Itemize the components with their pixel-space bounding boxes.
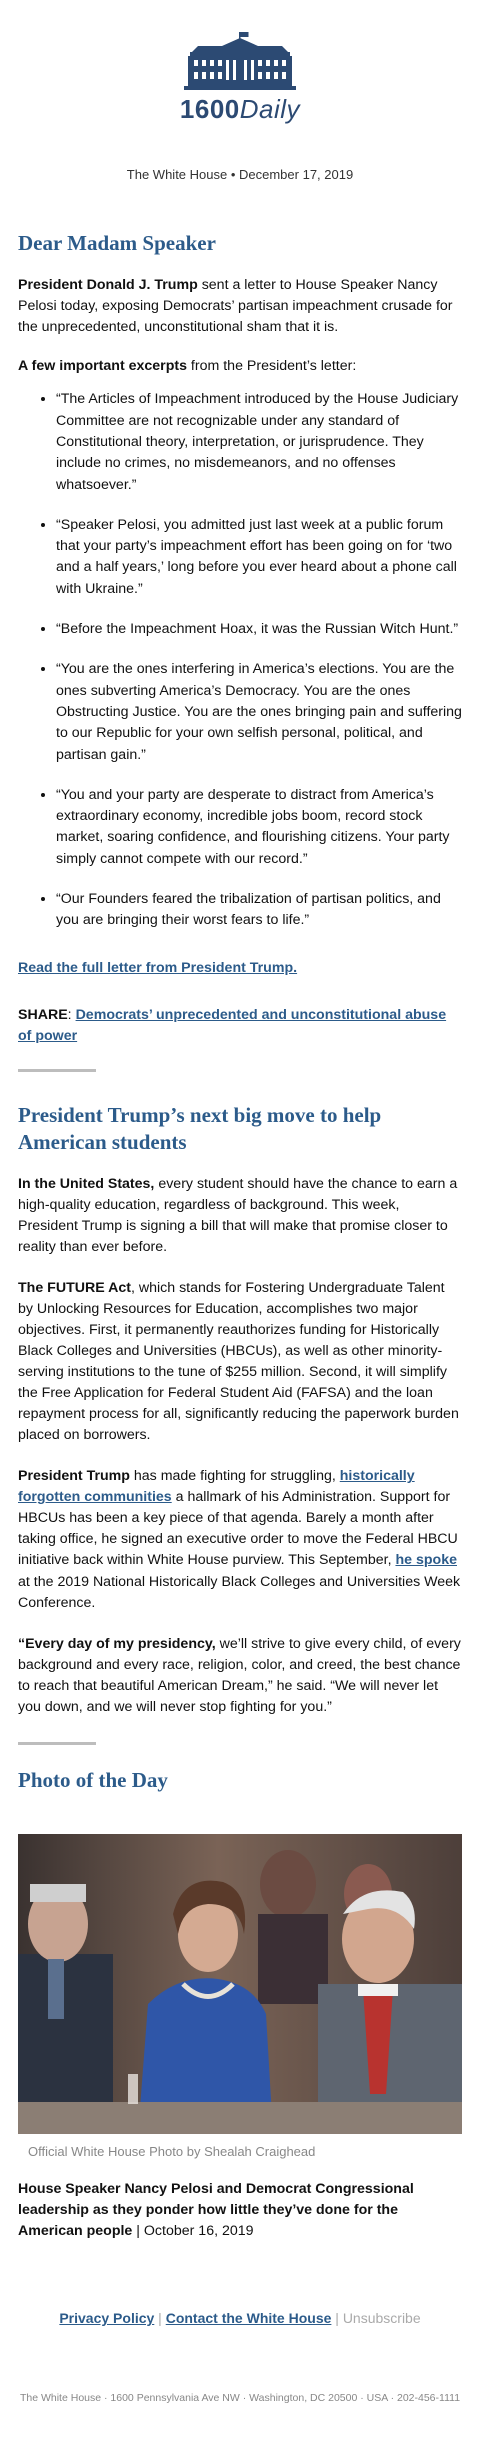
students-p1-bold: In the United States, [18, 1176, 155, 1193]
excerpts-text: from the President’s letter: [186, 358, 357, 375]
photo-title: Photo of the Day [18, 1767, 168, 1792]
quote-list [18, 389, 462, 931]
quote-item: • “The Articles of Impeachment introduced by the House Judiciary Committee are not recognizable under any standard of Constitutional theory, interpretation, or jurisprudence. They include no crimes, no misdemeanors, and no offenses whatsoever.” [56, 389, 462, 495]
students-p3-text-a: has made fighting for struggling, [129, 1468, 340, 1485]
photo-caption: Official White House Photo by Shealah Craighead [28, 2143, 316, 2159]
photo-description [18, 2179, 462, 2242]
dateline: The White House • December 17, 2019 [126, 167, 354, 182]
share-sep: : [67, 1006, 76, 1023]
excerpts-intro [18, 356, 462, 377]
letter-title: Dear Madam Speaker [18, 231, 216, 255]
footer-separator: | [331, 2309, 343, 2326]
quote-item: • “You are the ones interfering in America’s elections. You are the ones subverting America’s Democracy. You are the ones Obstructing Justice. You are the ones bringing pain and suffering to our Republic for your own selfish personal, political, and partisan gain.” [56, 659, 462, 765]
letter-intro [18, 275, 462, 338]
students-paragraph-4 [18, 1634, 462, 1718]
students-p4-bold: “Every day of my presidency, [18, 1635, 216, 1652]
share-line [18, 1005, 462, 1047]
quote-item: • “Before the Impeachment Hoax, it was the Russian Witch Hunt.” [56, 619, 462, 640]
students-p4-text: we’ll strive to give every child, of every background and every race, religion, color, and creed, the best chance to reach that beautiful American Dream,” he said. “We will never let you down, and we will never stop fighting for you.” [18, 1635, 461, 1715]
footer-links [18, 2310, 462, 2326]
share-link[interactable]: Democrats’ unprecedented and unconstitutional abuse of power [18, 1006, 447, 1044]
excerpts-bold: A few important excerpts [18, 358, 187, 375]
students-paragraph-1 [18, 1174, 462, 1258]
photo-date: | October 16, 2019 [132, 2222, 254, 2239]
letter-intro-bold: President Donald J. Trump [18, 277, 198, 294]
students-title: President Trump’s next big move to help American students [18, 1102, 382, 1154]
photo-description-bold: House Speaker Nancy Pelosi and Democrat Congressional leadership as they ponder how little they’ve done for the American people [18, 2180, 414, 2239]
forgotten-communities-link[interactable]: historically forgotten communities [18, 1468, 415, 1506]
quote-item: • “Our Founders feared the tribalization of partisan politics, and you are bringing their worst fears to life.” [56, 889, 462, 932]
he-spoke-link[interactable]: he spoke [395, 1552, 457, 1569]
students-p2-text: , which stands for Fostering Undergraduate Talent by Unlocking Resources for Education, accomplishes two major objectives. First, it permanently reauthorizes funding for Historically Black Colleges and Universities (HBCUs), as well as other minority-serving institutions to the tune of $255 million. Second, it will simplify the Free Application for Federal Student Aid (FAFSA) and the loan repayment process for all, significantly reducing the paperwork burden placed on borrowers. [18, 1280, 459, 1444]
quote-item: • “You and your party are desperate to distract from America’s extraordinary economy, incredible jobs boom, record stock market, soaring confidence, and flourishing citizens. Your party simply cannot compete with our record.” [56, 785, 462, 870]
logo-wordmark [18, 94, 462, 125]
logo[interactable] [18, 0, 462, 125]
section-divider [18, 1069, 96, 1072]
read-full-letter-link[interactable]: Read the full letter from President Trump. [18, 959, 298, 976]
share-label: SHARE [18, 1006, 68, 1023]
footer-separator: | [154, 2309, 166, 2326]
students-p2-bold: The FUTURE Act [18, 1280, 131, 1297]
students-paragraph-3 [18, 1466, 462, 1613]
section-divider [18, 1742, 96, 1745]
students-p1-text: every student should have the chance to earn a high-quality education, regardless of background. This week, President Trump is signing a bill that will make that promise closer to reality than ever before. [18, 1176, 458, 1256]
students-p3-bold: President Trump [18, 1468, 130, 1485]
photo-of-the-day [18, 1834, 462, 2134]
quote-item: • “Speaker Pelosi, you admitted just last week at a public forum that your party’s impeachment effort has been going on for ‘two and a half years,’ long before you ever heard about a phone call with Ukraine.” [56, 515, 462, 600]
privacy-policy-link[interactable]: Privacy Policy [59, 2309, 155, 2326]
letter-intro-text: sent a letter to House Speaker Nancy Pelosi today, exposing Democrats’ partisan impeachment crusade for the unprecedented, unconstitutional sham that it is. [18, 277, 453, 336]
footer-address: The White House · 1600 Pennsylvania Ave NW · Washington, DC 20500 · USA · 202-456-1111 [19, 2391, 461, 2404]
students-p3-text-b: a hallmark of his Administration. Support for HBCUs has been a key piece of that agenda. Barely a month after taking office, he signed an executive order to move the Federal HBCU initiative back within White House purview. This September, [18, 1489, 458, 1569]
unsubscribe-link[interactable]: Unsubscribe [342, 2309, 421, 2326]
white-house-icon [170, 30, 310, 92]
students-paragraph-2 [18, 1278, 462, 1446]
students-p3-text-c: at the 2019 National Historically Black Colleges and Universities Week Conference. [18, 1573, 461, 1611]
logo-word: Daily [239, 94, 301, 124]
photo-illustration [18, 1834, 462, 2134]
contact-link[interactable]: Contact the White House [165, 2309, 332, 2326]
read-full-letter [18, 958, 462, 979]
logo-number: 1600 [179, 94, 240, 124]
